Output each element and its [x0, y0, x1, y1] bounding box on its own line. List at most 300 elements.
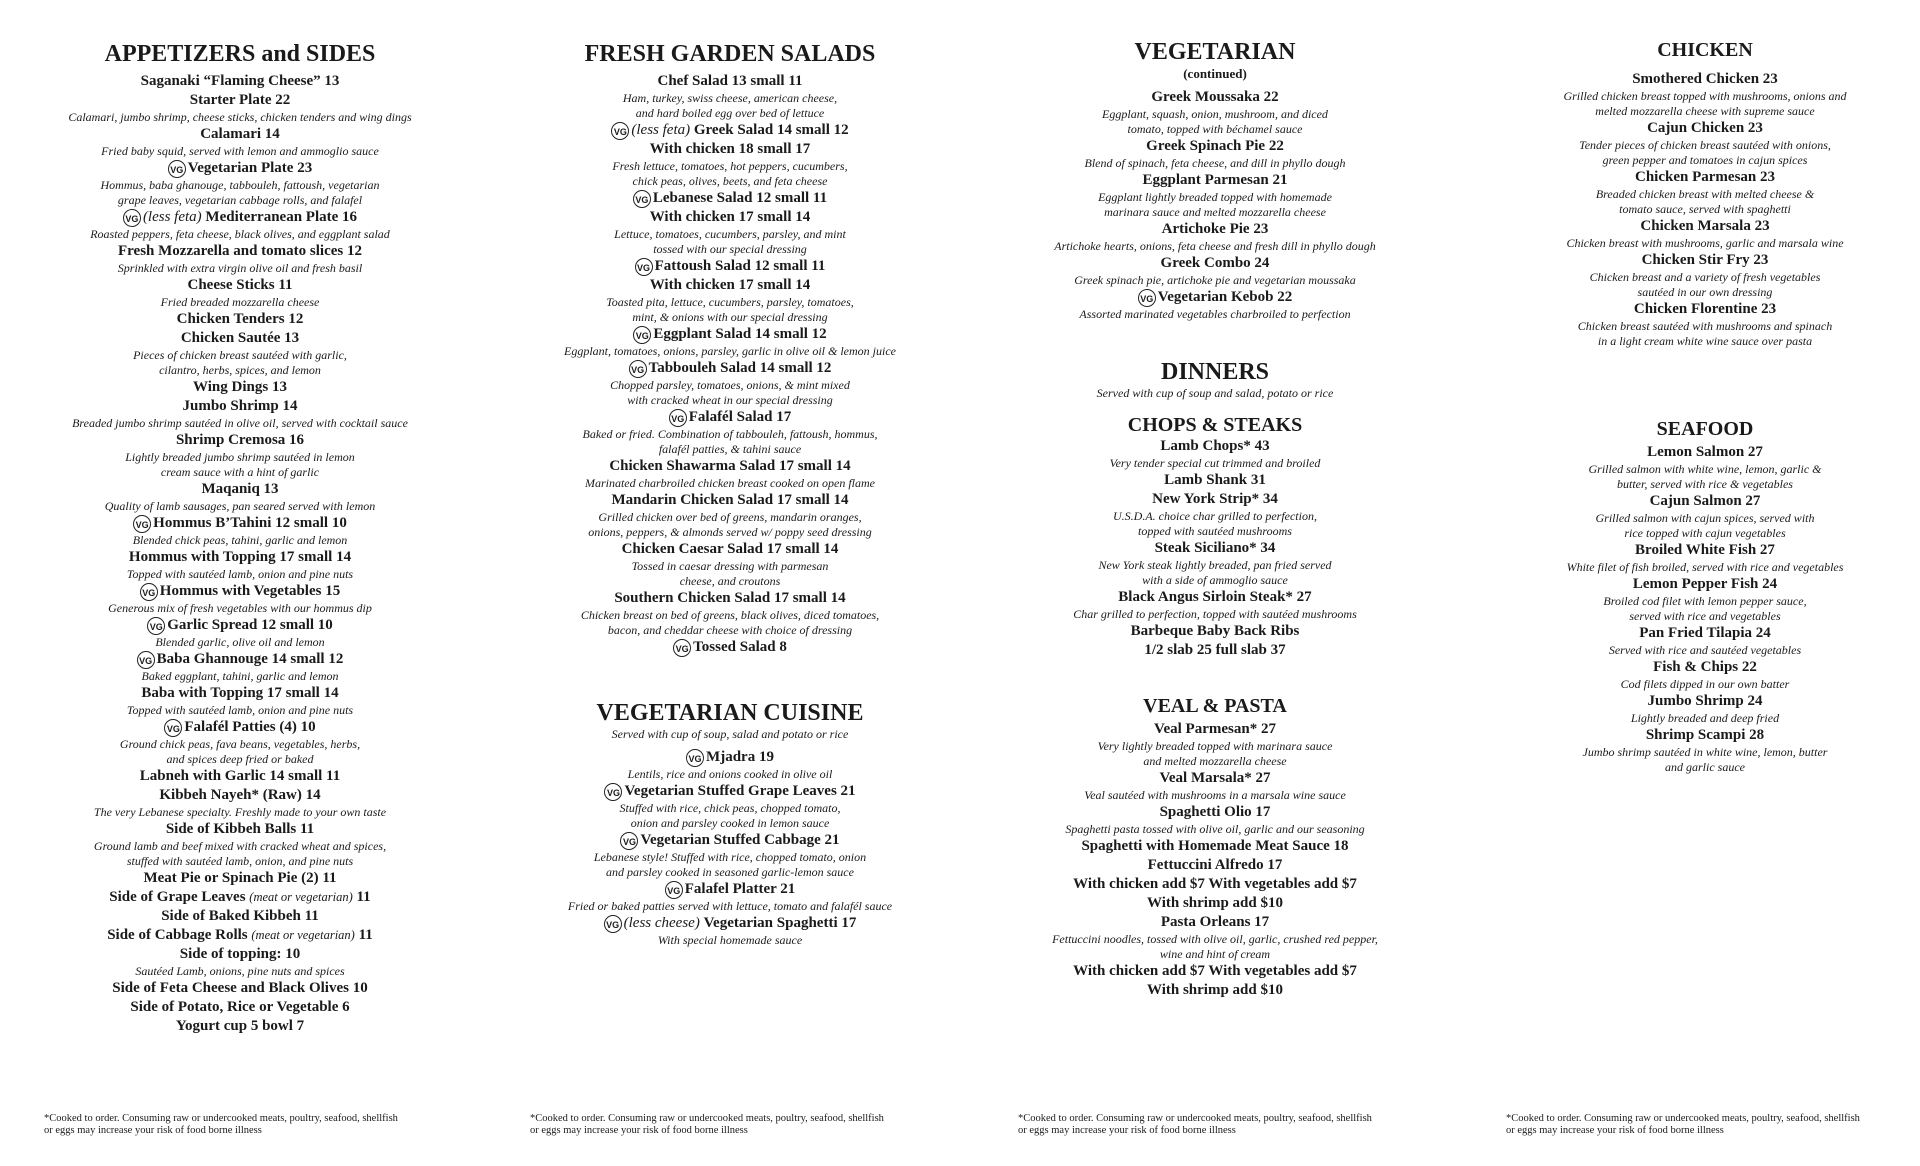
chops-list — [1015, 437, 1415, 660]
menu-item-title: Veal Marsala* 27 — [1159, 770, 1271, 786]
menu-item — [1505, 168, 1905, 217]
menu-item-name — [40, 480, 440, 499]
section-title-vegetarian: VEGETARIAN — [1134, 39, 1296, 65]
menu-item-title: Lemon Pepper Fish 24 — [1632, 576, 1778, 592]
menu-item-title: Falafél Patties (4) 10 — [184, 719, 316, 735]
column-chicken-seafood — [1505, 0, 1905, 775]
menu-item-name — [40, 329, 440, 348]
menu-item-description: Spaghetti pasta tossed with olive oil, garlic and our seasoning — [1065, 822, 1365, 836]
menu-item-name — [40, 72, 440, 91]
menu-item — [40, 480, 440, 514]
menu-item — [1015, 471, 1415, 490]
menu-item-title: Fish & Chips 22 — [1653, 659, 1757, 675]
menu-item-name — [40, 888, 440, 907]
menu-item — [1015, 981, 1415, 1000]
menu-item — [40, 616, 440, 650]
menu-item — [1505, 70, 1905, 119]
column-salads — [530, 0, 930, 948]
menu-item-name — [530, 121, 930, 140]
menu-item — [1505, 692, 1905, 726]
menu-item — [40, 329, 440, 378]
vegetarian-icon: VG — [137, 651, 155, 669]
menu-item-title: With chicken add $7 With vegetables add $7 — [1073, 963, 1357, 979]
menu-item-description: Toasted pita, lettuce, cucumbers, parsley, tomatoes, mint, & onions with our special dressing — [606, 295, 854, 324]
menu-item-description: Chicken breast sautéed with mushrooms and spinach in a light cream white wine sauce over pasta — [1577, 319, 1833, 348]
menu-item-name — [530, 325, 930, 344]
menu-item-description: Broiled cod filet with lemon pepper sauce, served with rice and vegetables — [1603, 594, 1807, 623]
vegetarian-icon: VG — [140, 583, 158, 601]
menu-item-title: Cheese Sticks 11 — [187, 277, 293, 293]
menu-item-name — [40, 378, 440, 397]
menu-item-name — [530, 276, 930, 295]
menu-item — [530, 638, 930, 657]
menu-item-name — [1505, 726, 1905, 745]
menu-item-description: Stuffed with rice, chick peas, chopped tomato, onion and parsley cooked in lemon sauce — [619, 801, 841, 830]
menu-item-description: Veal sautéed with mushrooms in a marsala wine sauce — [1084, 788, 1346, 802]
menu-item — [530, 748, 930, 782]
menu-item-note: (less feta) — [631, 122, 694, 138]
menu-item-title: With shrimp add $10 — [1146, 895, 1283, 911]
menu-item-description: Hommus, baba ghanouge, tabbouleh, fattoush, vegetarian grape leaves, vegetarian cabbage rolls, and falafel — [100, 178, 380, 207]
menu-item-description: Ground chick peas, fava beans, vegetables, herbs, and spices deep fried or baked — [119, 737, 361, 766]
menu-item — [530, 140, 930, 189]
menu-item-description: Lentils, rice and onions cooked in olive oil — [627, 767, 833, 781]
menu-item-title: Hommus B’Tahini 12 small 10 — [153, 515, 347, 531]
menu-item-title: New York Strip* 34 — [1152, 491, 1278, 507]
menu-item-description: Baked or fried. Combination of tabbouleh, fattoush, hommus, falafél patties, & tahini sauce — [582, 427, 878, 456]
menu-item-name — [40, 945, 440, 964]
menu-item-description: U.S.D.A. choice char grilled to perfection, topped with sautéed mushrooms — [1113, 509, 1317, 538]
menu-item — [40, 548, 440, 582]
menu-item-name — [530, 880, 930, 899]
section-title-seafood: SEAFOOD — [1656, 418, 1754, 440]
menu-item-description: Cod filets dipped in our own batter — [1620, 677, 1790, 691]
menu-item — [40, 979, 440, 998]
menu-item-description: Served with rice and sautéed vegetables — [1608, 643, 1802, 657]
menu-item-description: Eggplant lightly breaded topped with homemade marinara sauce and melted mozzarella cheese — [1098, 190, 1332, 219]
menu-item-title: Baba Ghannouge 14 small 12 — [156, 651, 344, 667]
menu-item-description: Roasted peppers, feta cheese, black olives, and eggplant salad — [90, 227, 390, 241]
menu-item-name — [1505, 658, 1905, 677]
menu-item-title: With chicken 18 small 17 — [649, 141, 811, 157]
menu-item-title: Greek Spinach Pie 22 — [1146, 138, 1284, 154]
menu-item-description: Chicken breast on bed of greens, black olives, diced tomatoes, bacon, and cheddar cheese with choice of dressing — [580, 608, 880, 637]
menu-item-description: Marinated charbroiled chicken breast cooked on open flame — [584, 476, 876, 490]
vegetarian-icon: VG — [633, 190, 651, 208]
menu-item-title: Chicken Tenders 12 — [176, 311, 304, 327]
menu-item-title: Steak Siciliano* 34 — [1154, 540, 1276, 556]
menu-item-name — [40, 397, 440, 416]
menu-item-title: With chicken 17 small 14 — [649, 277, 811, 293]
menu-item-title: Greek Moussaka 22 — [1151, 89, 1279, 105]
menu-item-title: Greek Salad 14 small 12 — [693, 122, 849, 138]
menu-item — [1015, 622, 1415, 641]
menu-item-price: 11 — [354, 927, 373, 943]
menu-item-title: Lemon Salmon 27 — [1647, 444, 1763, 460]
menu-item-title: Garlic Spread 12 small 10 — [167, 617, 333, 633]
vegetarian-cuisine-list — [530, 748, 930, 948]
menu-item-name — [1015, 803, 1415, 822]
menu-item-name — [530, 491, 930, 510]
menu-item — [40, 926, 440, 945]
menu-item-description: Lettuce, tomatoes, cucumbers, parsley, and mint tossed with our special dressing — [614, 227, 846, 256]
section-title-veal-pasta: VEAL & PASTA — [1143, 695, 1287, 717]
menu-item — [40, 159, 440, 208]
menu-item-name — [530, 748, 930, 767]
menu-item-name — [1505, 624, 1905, 643]
menu-item — [530, 325, 930, 359]
menu-item-description: Fried baby squid, served with lemon and ammoglio sauce — [101, 144, 379, 158]
menu-item-name — [1015, 641, 1415, 660]
menu-item-name — [1015, 288, 1415, 307]
menu-item-name — [40, 616, 440, 635]
menu-item-title: Tossed Salad 8 — [693, 639, 787, 655]
menu-item — [40, 998, 440, 1017]
menu-item-title: Eggplant Salad 14 small 12 — [653, 326, 827, 342]
menu-item-name — [40, 998, 440, 1017]
menu-item-description: Very lightly breaded topped with marinara sauce and melted mozzarella cheese — [1097, 739, 1333, 768]
menu-item-description: Fettuccini noodles, tossed with olive oil, garlic, crushed red pepper, wine and hint of cream — [1052, 932, 1378, 961]
menu-item-title: Jumbo Shrimp 24 — [1647, 693, 1763, 709]
menu-item-name — [530, 914, 930, 933]
menu-item-title: Vegetarian Plate 23 — [187, 160, 313, 176]
menu-item-description: Generous mix of fresh vegetables with our hommus dip — [108, 601, 372, 615]
menu-item-name — [530, 359, 930, 378]
section-title-salads: FRESH GARDEN SALADS — [584, 41, 876, 67]
menu-item-name — [40, 869, 440, 888]
menu-item-title: Meat Pie or Spinach Pie (2) 11 — [143, 870, 337, 886]
menu-item-name — [530, 782, 930, 801]
menu-item — [530, 121, 930, 140]
menu-item-title: Barbeque Baby Back Ribs — [1130, 623, 1300, 639]
menu-item-title: Mandarin Chicken Salad 17 small 14 — [611, 492, 849, 508]
column-vegetarian-dinners — [1015, 0, 1415, 1000]
menu-item-name — [1015, 254, 1415, 273]
vegetarian-icon: VG — [673, 639, 691, 657]
menu-item-name — [1015, 137, 1415, 156]
menu-item-description: Blend of spinach, feta cheese, and dill in phyllo dough — [1084, 156, 1346, 170]
menu-item-description: Eggplant, tomatoes, onions, parsley, garlic in olive oil & lemon juice — [564, 344, 896, 358]
menu-item — [1505, 443, 1905, 492]
seafood-list — [1505, 443, 1905, 775]
menu-item-title: Starter Plate 22 — [189, 92, 291, 108]
menu-item-name — [1505, 70, 1905, 89]
menu-item — [1015, 539, 1415, 588]
menu-item-name — [40, 1017, 440, 1036]
menu-item-title: Fattoush Salad 12 small 11 — [654, 258, 826, 274]
menu-item-title: Spaghetti with Homemade Meat Sauce 18 — [1081, 838, 1349, 854]
vegetarian-icon: VG — [635, 258, 653, 276]
menu-item — [40, 869, 440, 888]
menu-item — [40, 767, 440, 786]
menu-item-note: (meat or vegetarian) — [251, 928, 355, 942]
vegetarian-icon: VG — [633, 326, 651, 344]
menu-item-note: (meat or vegetarian) — [249, 890, 353, 904]
menu-item-title: Vegetarian Kebob 22 — [1157, 289, 1293, 305]
menu-item-name — [1505, 443, 1905, 462]
menu-item-title: Chef Salad 13 small 11 — [657, 73, 803, 89]
menu-item — [530, 589, 930, 638]
menu-item-name — [1015, 471, 1415, 490]
menu-item — [40, 276, 440, 310]
chicken-list — [1505, 70, 1905, 349]
menu-item-title: Chicken Marsala 23 — [1640, 218, 1770, 234]
menu-item-title: Shrimp Cremosa 16 — [175, 432, 305, 448]
menu-item — [1015, 88, 1415, 137]
menu-item-title: Chicken Stir Fry 23 — [1641, 252, 1769, 268]
menu-item-name — [40, 276, 440, 295]
menu-item-description: With special homemade sauce — [657, 933, 803, 947]
menu-item — [40, 945, 440, 979]
vegetarian-icon: VG — [620, 832, 638, 850]
menu-item — [1015, 803, 1415, 837]
section-title-dinners: DINNERS — [1160, 359, 1270, 385]
menu-item-title: 1/2 slab 25 full slab 37 — [1144, 642, 1286, 658]
menu-item-title: Chicken Caesar Salad 17 small 14 — [621, 541, 839, 557]
menu-item-name — [40, 767, 440, 786]
salads-list — [530, 72, 930, 657]
menu-item-title: Artichoke Pie 23 — [1161, 221, 1269, 237]
menu-item-name — [40, 242, 440, 261]
vegetarian-icon: VG — [168, 160, 186, 178]
menu-item-title: Falafél Salad 17 — [688, 409, 792, 425]
vegetarian-icon: VG — [604, 915, 622, 933]
menu-item-title: Vegetarian Spaghetti 17 — [703, 915, 857, 931]
menu-item — [1505, 217, 1905, 251]
menu-item-description: Fresh lettuce, tomatoes, hot peppers, cucumbers, chick peas, olives, beets, and feta cheese — [612, 159, 848, 188]
menu-item-title: Smothered Chicken 23 — [1632, 71, 1778, 87]
menu-item-name — [1505, 541, 1905, 560]
menu-item-title: Fettuccini Alfredo 17 — [1147, 857, 1283, 873]
menu-item-name — [1015, 622, 1415, 641]
menu-item-title: Cajun Chicken 23 — [1647, 120, 1763, 136]
menu-item-name — [1505, 300, 1905, 319]
menu-item-name — [40, 718, 440, 737]
veal-list — [1015, 720, 1415, 1000]
menu-item-title: Yogurt cup 5 bowl 7 — [175, 1018, 305, 1034]
menu-item-description: Calamari, jumbo shrimp, cheese sticks, chicken tenders and wing dings — [68, 110, 412, 124]
menu-item — [530, 540, 930, 589]
menu-item-title: Vegetarian Stuffed Grape Leaves 21 — [624, 783, 856, 799]
menu-item-description: Ground lamb and beef mixed with cracked wheat and spices, stuffed with sautéed lamb, onion, and pine nuts — [93, 839, 387, 868]
menu-item-title: Lebanese Salad 12 small 11 — [652, 190, 828, 206]
menu-item-name — [530, 457, 930, 476]
vegetarian-icon: VG — [629, 360, 647, 378]
menu-item-title: Side of Baked Kibbeh 11 — [161, 908, 319, 924]
menu-item-description: Jumbo shrimp sautéed in white wine, lemon, butter and garlic sauce — [1582, 745, 1828, 774]
footnote-col2: *Cooked to order. Consuming raw or undercooked meats, poultry, seafood, shellfish or eggs may increase your risk of food borne illness — [530, 1113, 884, 1136]
appetizers-list — [40, 72, 440, 1036]
menu-item-name — [1015, 588, 1415, 607]
menu-item — [1015, 875, 1415, 894]
menu-item-title: Pan Fried Tilapia 24 — [1639, 625, 1771, 641]
menu-item — [530, 72, 930, 121]
menu-item — [1505, 658, 1905, 692]
menu-item — [40, 786, 440, 820]
menu-item-name — [1505, 575, 1905, 594]
vegetarian-icon: VG — [604, 783, 622, 801]
menu-item-description: Breaded jumbo shrimp sautéed in olive oil, served with cocktail sauce — [72, 416, 408, 430]
section-title-vegetarian-cuisine: VEGETARIAN CUISINE — [596, 700, 864, 726]
menu-item — [40, 650, 440, 684]
vegetarian-icon: VG — [164, 719, 182, 737]
menu-item-name — [530, 540, 930, 559]
menu-item — [1505, 251, 1905, 300]
menu-item-name — [40, 208, 440, 227]
menu-item-title: Mediterranean Plate 16 — [205, 209, 358, 225]
menu-item-description: Very tender special cut trimmed and broiled — [1109, 456, 1321, 470]
menu-item-name — [1015, 962, 1415, 981]
menu-item-name — [40, 431, 440, 450]
menu-item-description: Eggplant, squash, onion, mushroom, and diced tomato, topped with béchamel sauce — [1102, 107, 1328, 136]
menu-item-title: Lamb Shank 31 — [1164, 472, 1266, 488]
menu-item — [530, 491, 930, 540]
menu-item-title: Greek Combo 24 — [1160, 255, 1270, 271]
menu-item-name — [1505, 168, 1905, 187]
menu-item-description: Fried or baked patties served with lettuce, tomato and falafél sauce — [567, 899, 893, 913]
menu-item-description: Tossed in caesar dressing with parmesan cheese, and croutons — [631, 559, 829, 588]
menu-item-title: Tabbouleh Salad 14 small 12 — [648, 360, 832, 376]
menu-item-title: Maqaniq 13 — [201, 481, 279, 497]
menu-item — [1505, 726, 1905, 775]
menu-item-name — [40, 310, 440, 329]
menu-item — [530, 276, 930, 325]
menu-item-description: Topped with sautéed lamb, onion and pine nuts — [126, 703, 354, 717]
menu-item — [40, 582, 440, 616]
menu-item — [40, 72, 440, 91]
menu-item-title: Side of Cabbage Rolls — [107, 927, 252, 943]
menu-item — [1015, 962, 1415, 981]
footnote-col1: *Cooked to order. Consuming raw or undercooked meats, poultry, seafood, shellfish or eggs may increase your risk of food borne illness — [44, 1113, 398, 1136]
menu-item-name — [1015, 875, 1415, 894]
menu-item — [40, 208, 440, 242]
menu-item — [1015, 288, 1415, 322]
menu-item-name — [40, 514, 440, 533]
menu-item — [1505, 575, 1905, 624]
menu-item-name — [530, 257, 930, 276]
menu-item-title: Fresh Mozzarella and tomato slices 12 — [118, 243, 362, 259]
menu-item-price: 11 — [352, 889, 371, 905]
menu-item-description: Grilled salmon with white wine, lemon, garlic & butter, served with rice & vegetables — [1588, 462, 1822, 491]
menu-item-title: With shrimp add $10 — [1146, 982, 1283, 998]
menu-item-title: Side of Feta Cheese and Black Olives 10 — [112, 980, 368, 996]
menu-item — [40, 378, 440, 397]
menu-item — [1015, 220, 1415, 254]
menu-item-description: Breaded chicken breast with melted cheese & tomato sauce, served with spaghetti — [1595, 187, 1815, 216]
vegetarian-cuisine-subtitle: Served with cup of soup, salad and potato or rice — [611, 727, 849, 741]
vegetarian-icon: VG — [123, 209, 141, 227]
menu-item-name — [40, 926, 440, 945]
menu-item-name — [1015, 171, 1415, 190]
menu-item-name — [1015, 88, 1415, 107]
menu-item-description: Fried breaded mozzarella cheese — [160, 295, 320, 309]
menu-item-title: Veal Parmesan* 27 — [1154, 721, 1276, 737]
menu-item — [1015, 720, 1415, 769]
menu-item — [40, 91, 440, 125]
menu-item — [530, 359, 930, 408]
menu-item-name — [1505, 492, 1905, 511]
menu-item-title: Baba with Topping 17 small 14 — [141, 685, 339, 701]
menu-item-name — [530, 72, 930, 91]
menu-item-title: Labneh with Garlic 14 small 11 — [139, 768, 341, 784]
menu-item — [40, 242, 440, 276]
menu-item-description: Artichoke hearts, onions, feta cheese and fresh dill in phyllo dough — [1054, 239, 1376, 253]
menu-item-note: (less feta) — [142, 209, 206, 225]
menu-item-title: Lamb Chops* 43 — [1160, 438, 1270, 454]
menu-item-name — [1015, 490, 1415, 509]
menu-item — [1015, 641, 1415, 660]
menu-item-title: Eggplant Parmesan 21 — [1142, 172, 1288, 188]
menu-item — [1505, 541, 1905, 575]
menu-item-title: With chicken add $7 With vegetables add $7 — [1073, 876, 1357, 892]
footnote-col4: *Cooked to order. Consuming raw or undercooked meats, poultry, seafood, shellfish or eggs may increase your risk of food borne illness — [1506, 1113, 1860, 1136]
menu-item-name — [530, 189, 930, 208]
menu-item-description: Lebanese style! Stuffed with rice, chopped tomato, onion and parsley cooked in seasoned garlic-lemon sauce — [593, 850, 867, 879]
menu-item-name — [1505, 692, 1905, 711]
menu-item — [530, 914, 930, 948]
menu-item-name — [1015, 894, 1415, 913]
menu-item — [1015, 837, 1415, 856]
menu-item-name — [530, 831, 930, 850]
menu-item-title: Chicken Shawarma Salad 17 small 14 — [609, 458, 851, 474]
menu-item-title: Side of Grape Leaves — [109, 889, 250, 905]
menu-item-description: Sautéed Lamb, onions, pine nuts and spices — [135, 964, 345, 978]
vegetarian-icon: VG — [665, 881, 683, 899]
menu-item-title: Broiled White Fish 27 — [1635, 542, 1775, 558]
menu-item-name — [1505, 251, 1905, 270]
menu-item-name — [40, 907, 440, 926]
menu-item-name — [40, 548, 440, 567]
menu-item-name — [40, 786, 440, 805]
menu-item — [530, 457, 930, 491]
menu-item-name — [1015, 837, 1415, 856]
menu-item-name — [40, 582, 440, 601]
menu-item — [1505, 300, 1905, 349]
vegetarian-continued: (continued) — [1183, 66, 1247, 81]
menu-item-name — [40, 820, 440, 839]
menu-item-description: White filet of fish broiled, served with rice and vegetables — [1566, 560, 1844, 574]
menu-item-title: Chicken Sautée 13 — [180, 330, 300, 346]
menu-item-name — [1015, 437, 1415, 456]
menu-item-description: Char grilled to perfection, topped with sautéed mushrooms — [1073, 607, 1357, 621]
menu-item — [530, 257, 930, 276]
menu-item-name — [1505, 119, 1905, 138]
menu-item-name — [40, 91, 440, 110]
menu-item-title: Cajun Salmon 27 — [1649, 493, 1761, 509]
menu-item — [40, 888, 440, 907]
menu-item-description: The very Lebanese specialty. Freshly made to your own taste — [93, 805, 387, 819]
menu-item-name — [1015, 220, 1415, 239]
menu-item-title: Falafel Platter 21 — [684, 881, 796, 897]
menu-item-name — [40, 684, 440, 703]
menu-item-name — [530, 208, 930, 227]
menu-item — [40, 1017, 440, 1036]
menu-item — [530, 408, 930, 457]
menu-item-title: Side of Kibbeh Balls 11 — [165, 821, 315, 837]
menu-item-name — [1015, 981, 1415, 1000]
menu-item-title: Vegetarian Stuffed Cabbage 21 — [640, 832, 840, 848]
menu-item-name — [530, 408, 930, 427]
menu-item — [40, 684, 440, 718]
menu-item-description: Quality of lamb sausages, pan seared served with lemon — [104, 499, 376, 513]
menu-item-title: Calamari 14 — [200, 126, 280, 142]
menu-item — [1015, 769, 1415, 803]
menu-item-title: Spaghetti Olio 17 — [1159, 804, 1271, 820]
menu-item-title: Kibbeh Nayeh* (Raw) 14 — [159, 787, 321, 803]
menu-item-title: Side of Potato, Rice or Vegetable 6 — [130, 999, 350, 1015]
menu-item — [530, 831, 930, 880]
menu-item — [1015, 490, 1415, 539]
